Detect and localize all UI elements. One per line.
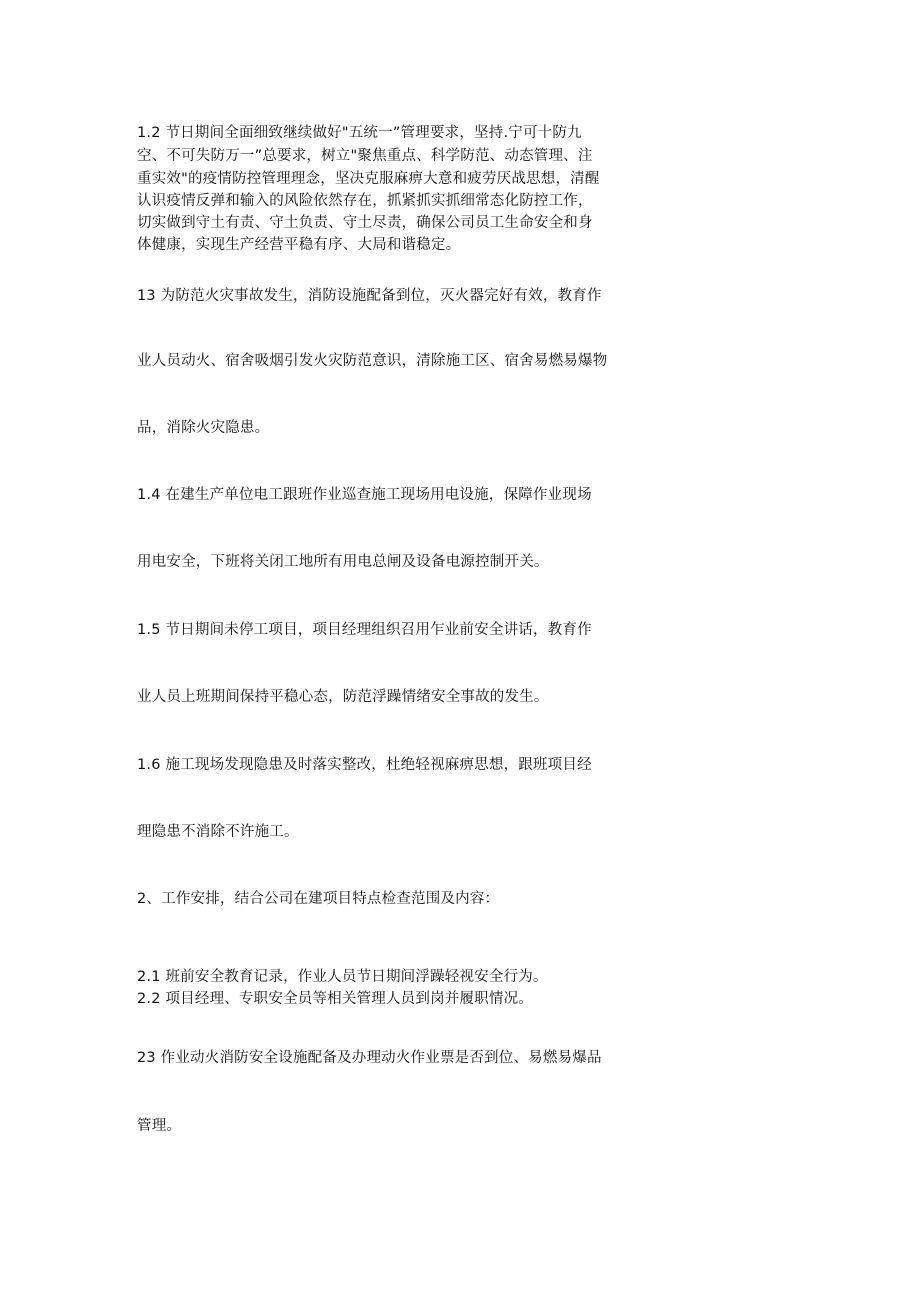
paragraph-1-2-line-2: 空、不可失防万一”总要求，树立"聚焦重点、科学防范、动态管理、注 xyxy=(137,148,593,164)
section-2-heading: 2、工作安排，结合公司在建项目特点检查范围及内容： xyxy=(137,891,500,907)
paragraph-1-3-line-1: 13 为防范火灾事故发生，消防设施配备到位，灭火器完好有效，教育作 xyxy=(137,288,602,304)
paragraph-1-6-line-2: 理隐患不消除不许施工。 xyxy=(137,824,299,840)
paragraph-1-4-line-2: 用电安全，下班将关闭工地所有用电总闸及设备电源控制开关。 xyxy=(137,554,549,570)
paragraph-1-2-line-6: 体健康，实现生产经营平稳有序、大局和谐稳定。 xyxy=(137,237,461,253)
paragraph-1-5-line-2: 业人员上班期间保持平稳心态，防范浮躁情绪安全事故的发生。 xyxy=(137,689,549,705)
item-2-1: 2.1 班前安全教育记录，作业人员节日期间浮躁轻视安全行为。 xyxy=(137,969,548,985)
item-2-3-line-1: 23 作业动火消防安全设施配备及办理动火作业票是否到位、易燃易爆品 xyxy=(137,1050,602,1066)
paragraph-1-2-line-4: 认识疫情反弹和输入的风险依然存在，抓紧抓实抓细常态化防控工作， xyxy=(137,193,593,209)
item-2-3-line-2: 管理。 xyxy=(137,1118,182,1134)
paragraph-1-2-line-1: 1.2 节日期间全面细致继续做好"五统一”管理要求，坚持.宁可十防九 xyxy=(137,125,582,141)
paragraph-1-2-line-3: 重实效"的疫情防控管理理念，坚决克服麻痹大意和疲劳厌战思想，清醒 xyxy=(137,171,600,187)
paragraph-1-5-line-1: 1.5 节日期间未停工项目，项目经理组织召用乍业前安全讲话，教育作 xyxy=(137,622,592,638)
paragraph-1-4-line-1: 1.4 在建生产单位电工跟班作业巡查施工现场用电设施，保障作业现场 xyxy=(137,487,592,503)
item-2-2: 2.2 项目经理、专职安全员等相关管理人员到岗并履职情况。 xyxy=(137,991,533,1007)
paragraph-1-6-line-1: 1.6 施工现场发现隐患及时落实整改，杜绝轻视麻痹思想，跟班项目经 xyxy=(137,757,592,773)
paragraph-1-2-line-5: 切实做到守土有责、守土负责、守土尽责，确保公司员工生命安全和身 xyxy=(137,215,593,231)
paragraph-1-3-line-3: 品，消除火灾隐患。 xyxy=(137,420,270,436)
paragraph-1-3-line-2: 业人员动火、宿舍吸烟引发火灾防范意识，清除施工区、宿舍易燃易爆物 xyxy=(137,353,608,369)
